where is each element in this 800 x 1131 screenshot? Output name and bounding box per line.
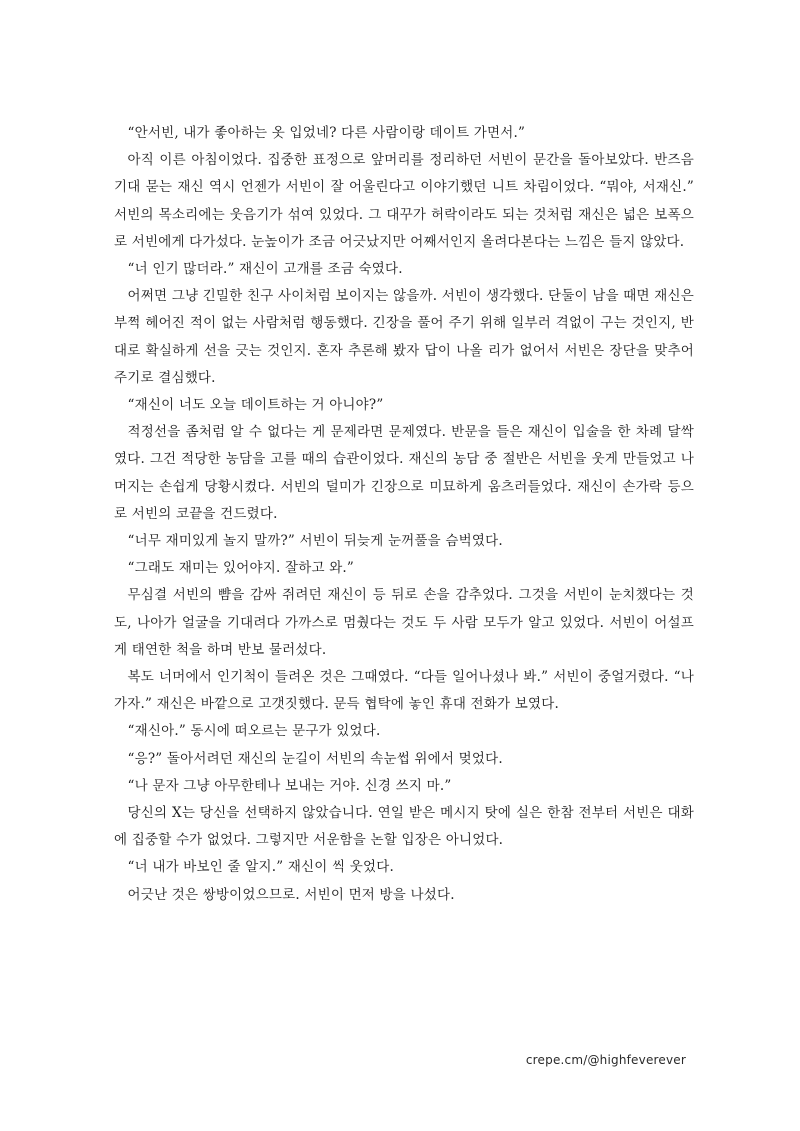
paragraph-11: “재신아.” 동시에 떠오르는 문구가 있었다. xyxy=(127,723,381,740)
footer-credit: crepe.cm/@highfeverever xyxy=(525,1053,686,1067)
paragraph-8: “그래도 재미는 있어야지. 잘하고 와.” xyxy=(127,560,355,577)
paragraph-9: 무심결 서빈의 뺨을 감싸 쥐려던 재신이 등 뒤로 손을 감추었다. 그것을 서빈이 눈치챘다는 것도, 나아가 얼굴을 기대려다 가까스로 멈췄다는 것도 두 사람 모두가 알고 있었다. 서빈이 어설프게 태연한 척을 하며 반보 물러섰다. xyxy=(114,587,694,658)
paragraph-4: 어쩌면 그냥 긴밀한 친구 사이처럼 보이지는 않을까. 서빈이 생각했다. 단둘이 남을 때면 재신은 부쩍 헤어진 적이 없는 사람처럼 행동했다. 긴장을 풀어 주기 위해 일부러 격없이 구는 것인지, 반대로 확실하게 선을 긋는 것인지. 혼자 추론해 봤자 답이 나올 리가 없어서 서빈은 장단을 맞추어 주기로 결심했다. xyxy=(114,288,694,386)
story-body xyxy=(114,120,694,909)
paragraph-7: “너무 재미있게 놀지 말까?” 서빈이 뒤늦게 눈꺼풀을 슴벅였다. xyxy=(127,533,503,550)
paragraph-16: 어긋난 것은 쌍방이었으므로. 서빈이 먼저 방을 나섰다. xyxy=(127,886,455,903)
paragraph-14: 당신의 X는 당신을 선택하지 않았습니다. 연일 받은 메시지 탓에 실은 한참 전부터 서빈은 대화에 집중할 수가 없었다. 그렇지만 서운함을 논할 입장은 아니었다. xyxy=(114,805,694,849)
paragraph-13: “나 문자 그냥 아무한테나 보내는 거야. 신경 쓰지 마.” xyxy=(127,777,452,794)
paragraph-10: 복도 너머에서 인기척이 들려온 것은 그때였다. “다들 일어나셨나 봐.” 서빈이 중얼거렸다. “나가자.” 재신은 바깥으로 고갯짓했다. 문득 협탁에 놓인 휴대 전화가 보였다. xyxy=(114,669,694,713)
paragraph-6: 적정선을 좀처럼 알 수 없다는 게 문제라면 문제였다. 반문을 들은 재신이 입술을 한 차례 달싹였다. 그건 적당한 농담을 고를 때의 습관이었다. 재신의 농담 중 절반은 서빈을 웃게 만들었고 나머지는 손쉽게 당황시켰다. 서빈의 덜미가 긴장으로 미묘하게 움츠러들었다. 재신이 손가락 등으로 서빈의 코끝을 건드렸다. xyxy=(114,424,694,522)
paragraph-3: “너 인기 많더라.” 재신이 고개를 조금 숙였다. xyxy=(127,261,403,278)
paragraph-12: “응?” 돌아서려던 재신의 눈길이 서빈의 속눈썹 위에서 멎었다. xyxy=(127,750,503,767)
paragraph-2: 아직 이른 아침이었다. 집중한 표정으로 앞머리를 정리하던 서빈이 문간을 돌아보았다. 반즈음 기대 묻는 재신 역시 언젠가 서빈이 잘 어울린다고 이야기했던 니트 차림이었다. “뭐야, 서재신.” 서빈의 목소리에는 웃음기가 섞여 있었다. 그 대꾸가 허락이라도 되는 것처럼 재신은 넓은 보폭으로 서빈에게 다가섰다. 눈높이가 조금 어긋났지만 어째서인지 올려다본다는 느낌은 들지 않았다. xyxy=(114,152,694,250)
paragraph-5: “재신이 너도 오늘 데이트하는 거 아니야?” xyxy=(127,397,384,414)
paragraph-15: “너 내가 바보인 줄 알지.” 재신이 씩 웃었다. xyxy=(127,859,394,876)
paragraph-1: “안서빈, 내가 좋아하는 옷 입었네? 다른 사람이랑 데이트 가면서.” xyxy=(127,125,526,141)
